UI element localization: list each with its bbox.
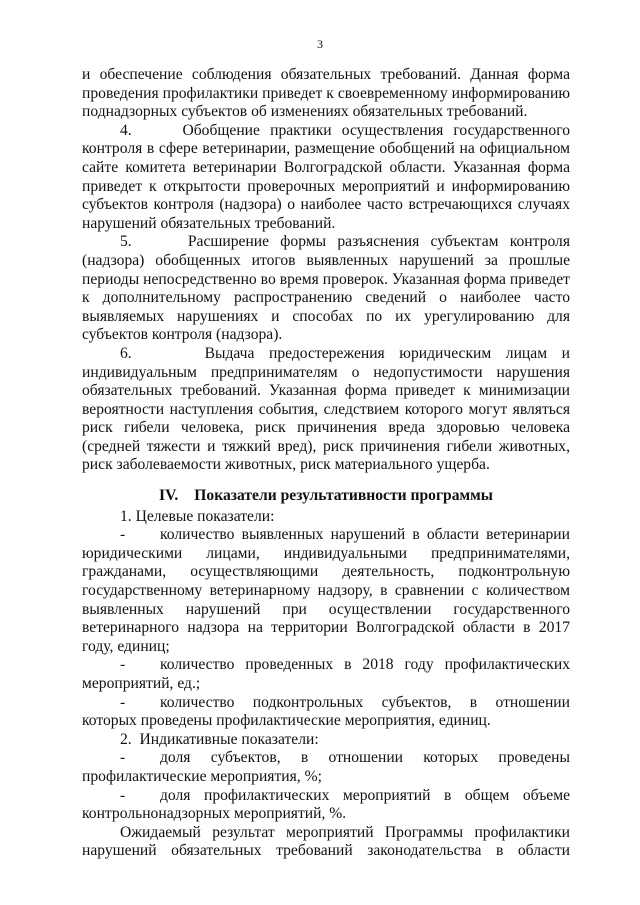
target-item [82, 694, 570, 731]
paragraph-item-6: 6. Выдача предостережения юридическим лицам и индивидуальным предпринимателям о недопустимости нарушения обязательных требований. Указанная форма приведет к минимизации вероятности наступления события, следствием которого могут являться риск гибели человека, риск причинения вреда здоровью человека (средней тяжести и тяжкий вред), риск причинения гибели животных, риск заболеваемости животных, риск материального ущерба. [82, 344, 570, 474]
dash-marker: - [120, 693, 126, 711]
target-item-text: количество выявленных нарушений в области ветеринарии юридическими лицами, индивидуальными предпринимателями, гражданами, осуществляющими деятельность, подконтрольную государственному ветеринарному надзору, в сравнении с количеством выявленных нарушений при осуществлении государственного ветеринарного надзора на территории Волгоградской области в 2017 году, единиц; [82, 526, 570, 655]
section-numeral: IV. [159, 487, 179, 505]
paragraph-continuation: и обеспечение соблюдения обязательных требований. Данная форма проведения профилактики приведет к своевременному информированию поднадзорных субъектов об изменениях обязательных требований. [82, 66, 570, 121]
paragraph-item-4: 4. Обобщение практики осуществления государственного контроля в сфере ветеринарии, размещение обобщений на официальном сайте комитета ветеринарии Волгоградской области. Указанная форма приведет к открытости проверочных мероприятий и информированию субъектов контроля (надзора) о наиболее часто встречающихся случаях нарушений обязательных требований. [82, 121, 570, 232]
target-item [82, 656, 570, 693]
indicator-item [82, 749, 570, 786]
document-body [82, 66, 570, 861]
target-item [82, 526, 570, 656]
indicator-item-text: доля профилактических мероприятий в общем объеме контрольнонадзорных мероприятий, %. [82, 786, 570, 823]
dash-marker: - [120, 786, 126, 804]
targets-label: 1. Целевые показатели: [120, 507, 275, 525]
indicator-item [82, 787, 570, 824]
indicator-item-text: доля субъектов, в отношении которых проведены профилактические мероприятия, %; [82, 749, 570, 785]
dash-marker: - [120, 526, 126, 544]
closing-paragraph: Ожидаемый результат мероприятий Программы профилактики нарушений обязательных требований законодательства в области [82, 823, 570, 860]
indicators-label: 2. Индикативные показатели: [120, 730, 319, 748]
dash-marker: - [120, 749, 126, 767]
paragraph-item-5: 5. Расширение формы разъяснения субъектам контроля (надзора) обобщенных итогов выявленных нарушений за прошлые периоды непосредственно во время проверок. Указанная форма приведет к дополнительному распространению сведений о наиболее часто выявляемых нарушениях и способах по их урегулированию для субъектов контроля (надзора). [82, 233, 570, 344]
target-item-text: количество проведенных в 2018 году профилактических мероприятий, ед.; [82, 656, 570, 692]
section-title: Показатели результативности программы [194, 487, 493, 505]
page-number: 3 [317, 37, 323, 51]
target-item-text: количество подконтрольных субъектов, в отношении которых проведены профилактические мероприятия, единиц. [82, 693, 570, 730]
dash-marker: - [120, 656, 126, 674]
section-heading [82, 487, 570, 506]
